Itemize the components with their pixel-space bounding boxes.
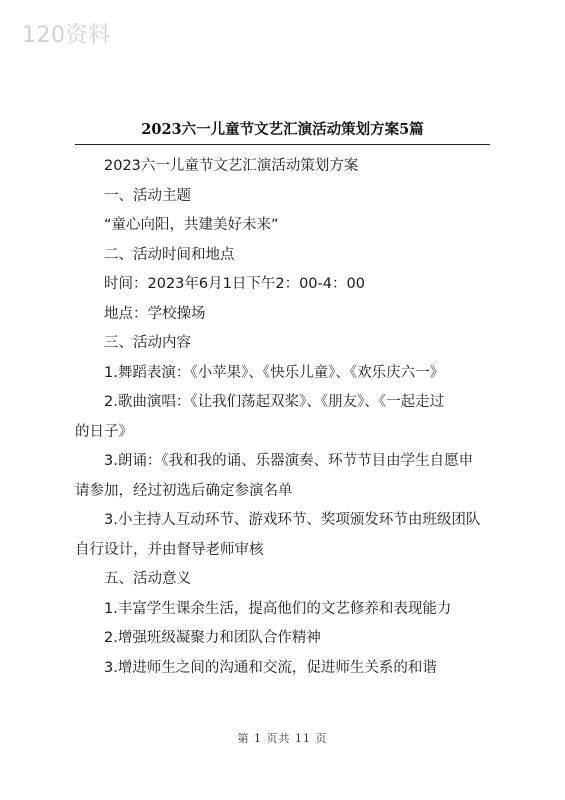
section-heading: 三、活动内容 (104, 335, 191, 351)
title-divider (75, 144, 490, 145)
section-heading: 五、活动意义 (104, 571, 191, 587)
paragraph-line: 2023六一儿童节文艺汇演活动策划方案 (104, 158, 359, 174)
section-heading: 二、活动时间和地点 (104, 246, 235, 263)
paragraph-line: 的日子》 (75, 423, 133, 440)
document-title: 2023六一儿童节文艺汇演活动策划方案5篇 (141, 121, 424, 138)
paragraph-line: 3.小主持人互动环节、游戏环节、奖项颁发环节由班级团队 (104, 512, 481, 528)
paragraph-line: 1.舞蹈表演：《小苹果》、《快乐儿童》、《欢乐庆六一》 (104, 364, 445, 381)
paragraph-line: 2.歌曲演唱：《让我们荡起双桨》、《朋友》、《一起走过 (104, 394, 445, 410)
paragraph-line: 时间：2023年6月1日下午2：00-4：00 (104, 276, 365, 292)
paragraph-line: 地点：学校操场 (104, 305, 206, 322)
paragraph-line: 3.朗诵：《我和我的诵、乐器演奏、环节节目由学生自愿申 (104, 453, 474, 469)
paragraph-line: 1.丰富学生课余生活，提高他们的文艺修养和表现能力 (104, 600, 452, 617)
watermark-logo: 120资料 (22, 23, 111, 48)
page-number: 第 1 页共 11 页 (237, 732, 328, 745)
paragraph-line: 自行设计，并由督导老师审核 (75, 541, 264, 558)
document-body (75, 152, 505, 683)
section-heading: 一、活动主题 (104, 187, 191, 204)
paragraph-line: 3.增进师生之间的沟通和交流，促进师生关系的和谐 (104, 659, 437, 676)
paragraph-line: 请参加，经过初选后确定参演名单 (75, 482, 293, 499)
paragraph-line: 2.增强班级凝聚力和团队合作精神 (104, 630, 321, 646)
paragraph-line: “童心向阳，共建美好未来” (104, 217, 279, 233)
